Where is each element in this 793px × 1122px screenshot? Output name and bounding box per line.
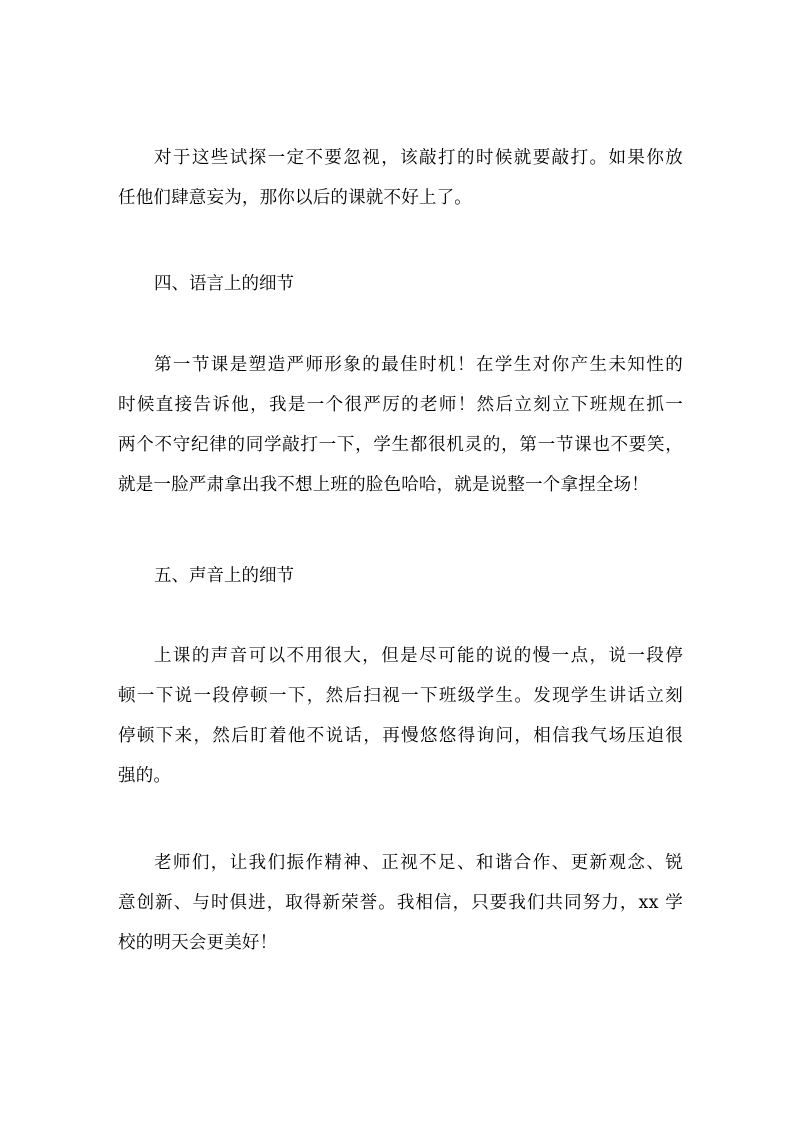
paragraph-line: 校的明天会更美好！ xyxy=(118,933,278,953)
paragraph-voice-details xyxy=(118,636,683,796)
paragraph-line: 对于这些试探一定不要忽视，该敲打的时候就要敲打。如果你放 xyxy=(154,148,683,168)
paragraph-testing-limits xyxy=(118,138,683,218)
paragraph-first-lesson xyxy=(118,345,683,505)
paragraph-line: 两个不守纪律的同学敲打一下，学生都很机灵的，第一节课也不要笑， xyxy=(118,435,683,455)
paragraph-closing xyxy=(118,843,683,963)
paragraph-line: 意创新、与时俱进，取得新荣誉。我相信，只要我们共同努力，xx 学 xyxy=(118,893,683,913)
paragraph-line: 上课的声音可以不用很大，但是尽可能的说的慢一点，说一段停 xyxy=(154,646,683,666)
section-heading-language: 四、语言上的细节 xyxy=(154,274,294,294)
paragraph-line: 老师们，让我们振作精神、正视不足、和谐合作、更新观念、锐 xyxy=(154,853,683,873)
section-heading-voice: 五、声音上的细节 xyxy=(154,566,294,586)
paragraph-line: 时候直接告诉他，我是一个很严厉的老师！然后立刻立下班规在抓一 xyxy=(118,395,683,415)
paragraph-line: 就是一脸严肃拿出我不想上班的脸色哈哈，就是说整一个拿捏全场！ xyxy=(118,475,649,495)
paragraph-line: 第一节课是塑造严师形象的最佳时机！在学生对你产生未知性的 xyxy=(154,355,683,375)
paragraph-line: 停顿下来，然后盯着他不说话，再慢悠悠得询问，相信我气场压迫很 xyxy=(118,726,683,746)
paragraph-line: 强的。 xyxy=(118,766,172,786)
paragraph-line: 顿一下说一段停顿一下，然后扫视一下班级学生。发现学生讲话立刻 xyxy=(118,686,683,706)
paragraph-line: 任他们肆意妄为，那你以后的课就不好上了。 xyxy=(118,188,472,208)
